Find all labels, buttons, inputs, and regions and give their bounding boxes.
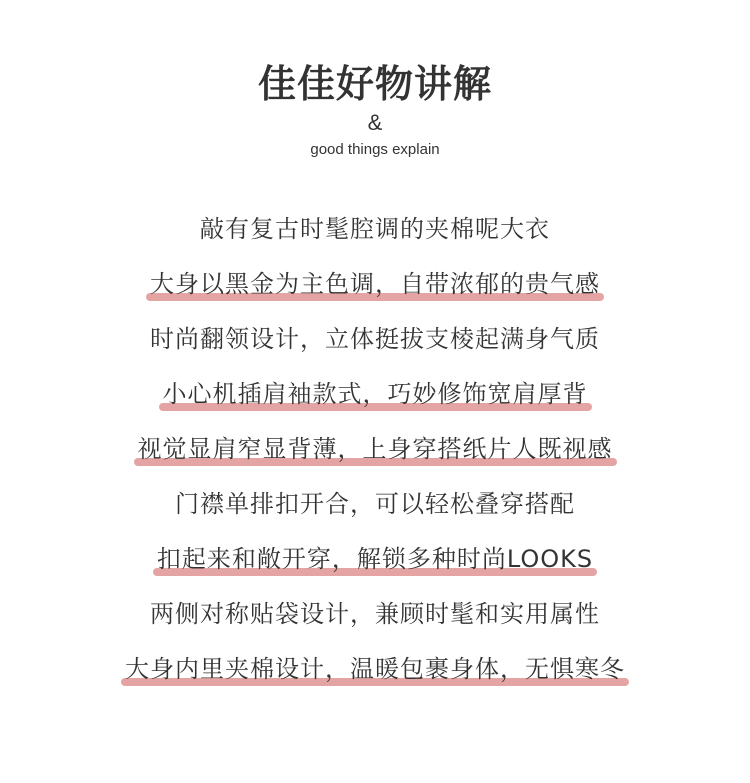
page-subtitle: good things explain: [310, 141, 440, 158]
description-text: 两侧对称贴袋设计，兼顾时髦和实用属性: [150, 599, 600, 628]
description-text: 扣起来和敞开穿，解锁多种时尚LOOKS: [157, 542, 593, 576]
description-line: [0, 311, 750, 366]
description-line: [0, 476, 750, 531]
ampersand: &: [367, 110, 383, 135]
description-text: 小心机插肩袖款式，巧妙修饰宽肩厚背: [163, 377, 588, 411]
page-title: 佳佳好物讲解: [257, 62, 492, 106]
description-text: 敲有复古时髦腔调的夹棉呢大衣: [200, 214, 550, 243]
description-line: [0, 256, 750, 311]
description-line: [0, 366, 750, 421]
description-line: [0, 201, 750, 256]
description-line: [0, 421, 750, 476]
description-line: [0, 531, 750, 586]
description-line: [0, 641, 750, 696]
description-text: 时尚翻领设计，立体挺拔支棱起满身气质: [150, 324, 600, 353]
description-text: 大身以黑金为主色调，自带浓郁的贵气感: [150, 267, 600, 301]
description-list: [0, 201, 750, 696]
description-text: 门襟单排扣开合，可以轻松叠穿搭配: [175, 489, 575, 518]
description-text: 大身内里夹棉设计，温暖包裹身体，无惧寒冬: [125, 652, 625, 686]
description-line: [0, 586, 750, 641]
description-text: 视觉显肩窄显背薄，上身穿搭纸片人既视感: [138, 432, 613, 466]
